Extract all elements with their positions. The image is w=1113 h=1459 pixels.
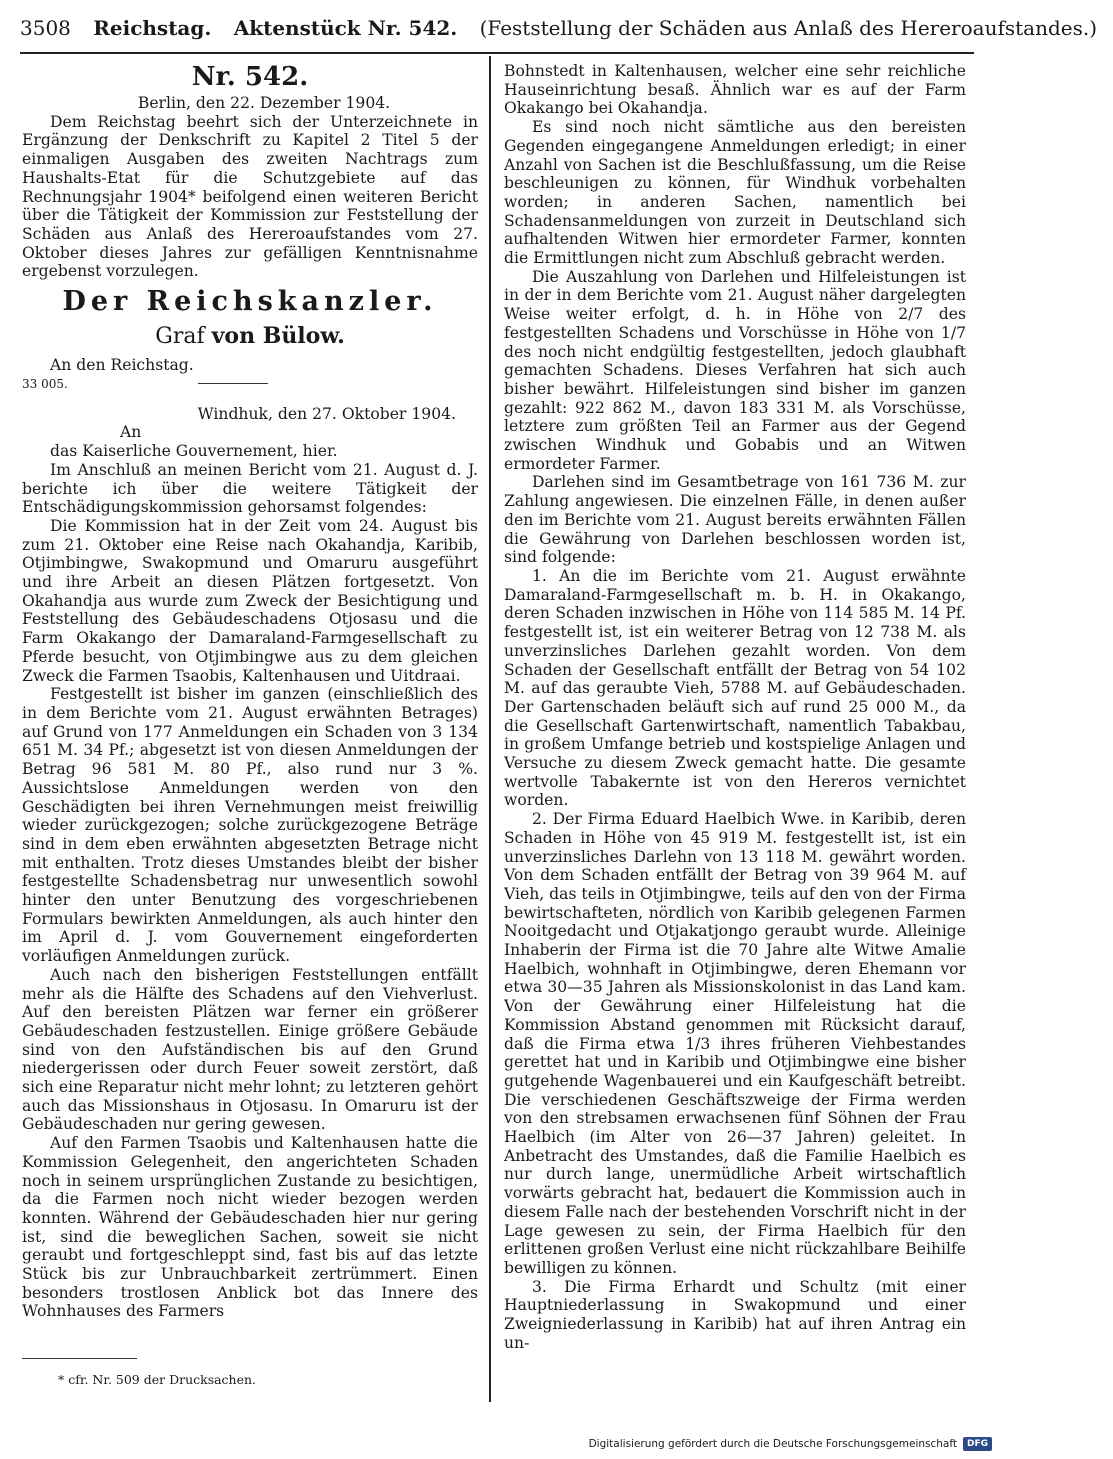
body-paragraph: Im Anschluß an meinen Bericht vom 21. August d. J. berichte ich über die weitere Tätigkeit der Entschädigungskommission gehorsamst folgendes: xyxy=(22,460,478,517)
document-number: Nr. 542. xyxy=(191,62,309,92)
list-item: 1. An die im Berichte vom 21. August erwähnte Damaraland-Farmgesellschaft m. b. H. in Okakango, deren Schaden inzwischen in Höhe von 114 585 M. 14 Pf. festgestellt ist, ist ein weiterer Betrag von 12 738 M. als unverzinsliches Darlehen gezahlt worden. Von dem Schaden der Gesellschaft entfällt der Betrag von 54 102 M. auf das geraubte Vieh, 5788 M. auf Gebäudeschaden. Der Gartenschaden beläuft sich auf rund 25 000 M., da die Gesellschaft Gartenwirtschaft, namentlich Tabakbau, in großem Umfange betrieb und kostspielige Anlagen und Versuche zu diesem Zweck gemacht hatte. Die gesamte wertvolle Tabakernte ist von den Hereros vernichtet worden. xyxy=(504,566,966,810)
list-item: 3. Die Firma Erhardt und Schultz (mit einer Hauptniederlassung in Swakopmund und einer Zweigniederlassung in Karibib) hat auf ihren Antrag ein un- xyxy=(504,1277,966,1352)
reference-number: 33 005. xyxy=(22,376,68,391)
body-paragraph: Festgestellt ist bisher im ganzen (einschließlich des in dem Berichte vom 21. August erwähnten Betrages) auf Grund von 177 Anmeldungen ein Schaden von 3 134 651 M. 34 Pf.; abgesetzt ist von diesen Anmeldungen der Betrag 96 581 M. 80 Pf., also rund nur 3 %. Aussichtslose Anmeldungen werden von den Geschädigten bei ihren Vernehmungen meist freiwillig wieder zurückgezogen; solche zurückgezogene Beträge sind in dem eben erwähnten abgesetzten Betrage nicht mit enthalten. Trotz dieses Umstandes bleibt der bisher festgestellte Schadensbetrag nur unwesentlich sowohl hinter den unter Benutzung des vorgeschriebenen Formulars bewirkten Anmeldungen, als auch hinter den im April d. J. vom Gouvernement eingeforderten vorläufigen Anmeldungen zurück. xyxy=(22,685,478,966)
header-rule xyxy=(20,52,974,54)
header-title: (Feststellung der Schäden aus Anlaß des Hereroaufstandes.) xyxy=(479,16,1098,40)
salutation-an: An xyxy=(120,423,142,442)
body-paragraph: Die Kommission hat in der Zeit vom 24. August bis zum 21. Oktober eine Reise nach Okahandja, Karibib, Otjimbingwe, Swakopmund und Omaruru ausgeführt und ihre Arbeit an diesen Plätzen fortgesetzt. Von Okahandja aus wurde zum Zweck der Besichtigung und Feststellung des Gebäudeschadens Otjosasu und die Farm Okakango der Damaraland-Farmgesellschaft zu Pferde besucht, von Otjimbingwe aus zu dem gleichen Zweck die Farmen Tsaobis, Kaltenhausen und Uitdraai. xyxy=(22,516,478,685)
signature-name xyxy=(22,321,478,352)
body-paragraph: Die Auszahlung von Darlehen und Hilfeleistungen ist in der in dem Berichte vom 21. August näher dargelegten Weise weiter erfolgt, d. h. in Höhe von 2/7 des festgestellten Schadens und Vorschüsse in Höhe von 1/7 des noch nicht endgültig festgestellten, jedoch glaubhaft gemachten Schadens. Dieses Verfahren hat sich auch bisher bewährt. Hilfeleistungen sind bisher im ganzen gezahlt: 922 862 M., davon 183 331 M. als Vorschüsse, letztere zum größten Teil an Farmer aus der Gegend zwischen Windhuk und Gobabis und an Witwen ermordeter Farmer. xyxy=(504,267,966,473)
header-document: Aktenstück Nr. 542. xyxy=(233,16,458,40)
digitization-footer xyxy=(588,1435,992,1453)
recipient: das Kaiserliche Gouvernement, hier. xyxy=(50,442,338,461)
body-paragraph: Es sind noch nicht sämtliche aus den bereisten Gegenden eingegangene Anmeldungen erledigt; in einer Anzahl von Sachen ist die Beschlußfassung, um die Reise beschleunigen zu können, für Windhuk vorbehalten worden; in anderen Sachen, namentlich bei Schadensanmeldungen von zurzeit in Deutschland sich aufhaltenden Witwen hier ermordeter Farmer, konnten die Ermittlungen nicht zum Abschluß gebracht werden. xyxy=(504,118,966,268)
place-date: Windhuk, den 27. Oktober 1904. xyxy=(197,404,456,423)
footnote-rule xyxy=(22,1358,137,1359)
page-header xyxy=(20,14,1098,48)
footnote: * cfr. Nr. 509 der Drucksachen. xyxy=(58,1372,257,1387)
body-paragraph: Bohnstedt in Kaltenhausen, welcher eine sehr reichliche Hauseinrichtung besaß. Ähnlich war es auf der Farm Okakango bei Okahandja. xyxy=(504,62,966,118)
body-paragraph: Auch nach den bisherigen Feststellungen entfällt mehr als die Hälfte des Schadens auf den Viehverlust. Auf den bereisten Plätzen war ferner ein größerer Gebäudeschaden festzustellen. Einige größere Gebäude sind von den Aufständischen bis auf den Grund niedergerissen oder durch Feuer soweit zerstört, daß sich eine Reparatur nicht mehr lohnt; zu letzteren gehört auch das Missionshaus in Otjosasu. In Omaruru ist der Gebäudeschaden nur gering gewesen. xyxy=(22,965,478,1134)
column-divider xyxy=(489,56,491,1402)
left-column xyxy=(22,62,478,1402)
body-paragraph: Darlehen sind im Gesamtbetrage von 161 736 M. zur Zahlung angewiesen. Die einzelnen Fälle, in denen außer den im Berichte vom 21. August bereits erwähnten Fällen die Gewährung von Darlehen beschlossen worden ist, sind folgende: xyxy=(504,473,966,567)
reference-rule xyxy=(198,383,268,384)
list-item: 2. Der Firma Eduard Haelbich Wwe. in Karibib, deren Schaden in Höhe von 45 919 M. festgestellt ist, ist ein unverzinsliches Darlehn von 13 118 M. gewährt worden. Von dem Schaden entfällt der Betrag von 39 964 M. auf Vieh, das teils in Otjimbingwe, teils auf den von der Firma bewirtschafteten, nördlich von Karibib gelegenen Farmen Nooitgedacht und Otjakatjongo geraubt wurde. Alleinige Inhaberin der Firma ist die 70 Jahre alte Witwe Amalie Haelbich, wohnhaft in Otjimbingwe, deren Ehemann vor etwa 30—35 Jahren als Missionskolonist in das Land kam. Von der Gewährung einer Hilfeleistung hat die Kommission Abstand genommen mit Rücksicht darauf, daß die Firma etwa 1/3 ihres früheren Viehbestandes gerettet hat und in Karibib und Otjimbingwe eine bisher gutgehende Wagenbauerei und ein Kaufgeschäft betreibt. Die verschiedenen Geschäftszweige der Firma werden von den strebsamen erwachsenen fünf Söhnen der Frau Haelbich (im Alter von 26—37 Jahren) geleitet. In Anbetracht des Umstandes, daß die Familie Haelbich es nur durch lange, unermüdliche Arbeit wirtschaftlich vorwärts gebracht hat, bedauert die Kommission auch in diesem Falle nach der bestehenden Vorschrift nicht in der Lage gewesen zu sein, der Firma Haelbich für den erlittenen großen Verlust eine nicht rückzahlbare Beihilfe bewilligen zu können. xyxy=(504,810,966,1277)
right-column xyxy=(504,62,966,1408)
signature-title: Der Reichskanzler. xyxy=(62,286,438,318)
addressee: An den Reichstag. xyxy=(50,356,194,375)
signature-surname: von Bülow. xyxy=(211,323,345,350)
cover-letter: Dem Reichstag beehrt sich der Unterzeichnete in Ergänzung der Denkschrift zu Kapitel 2 Titel 5 der einmaligen Ausgaben des zweiten Nachtrags zum Haushalts-Etat für die Schutzgebiete auf das Rechnungsjahr 1904* beifolgend einen weiteren Bericht über die Tätigkeit der Kommission zur Feststellung der Schäden aus Anlaß des Hereroaufstandes vom 27. Oktober dieses Jahres zur gefälligen Kenntnisnahme ergebenst vorzulegen. xyxy=(22,112,478,281)
reference-row xyxy=(22,375,478,393)
dfg-logo-icon: DFG xyxy=(963,1437,992,1451)
footer-text: Digitalisierung gefördert durch die Deutsche Forschungsgemeinschaft xyxy=(588,1438,957,1450)
body-paragraph: Auf den Farmen Tsaobis und Kaltenhausen hatte die Kommission Gelegenheit, den angerichteten Schaden noch in seinem ursprünglichen Zustande zu besichtigen, da die Farmen noch nicht wieder bezogen werden konnten. Während der Gebäudeschaden hier nur gering ist, sind die beweglichen Sachen, soweit sie nicht geraubt und fortgeschleppt sind, fast bis auf das letzte Stück bis zur Unbrauchbarkeit zertrümmert. Einen besonders trostlosen Anblick bot das Innere des Wohnhauses des Farmers xyxy=(22,1134,478,1321)
header-section: Reichstag. xyxy=(93,16,212,40)
signature-prefix: Graf xyxy=(155,324,205,350)
page-number: 3508 xyxy=(20,16,71,40)
date-line: Berlin, den 22. Dezember 1904. xyxy=(137,94,391,112)
